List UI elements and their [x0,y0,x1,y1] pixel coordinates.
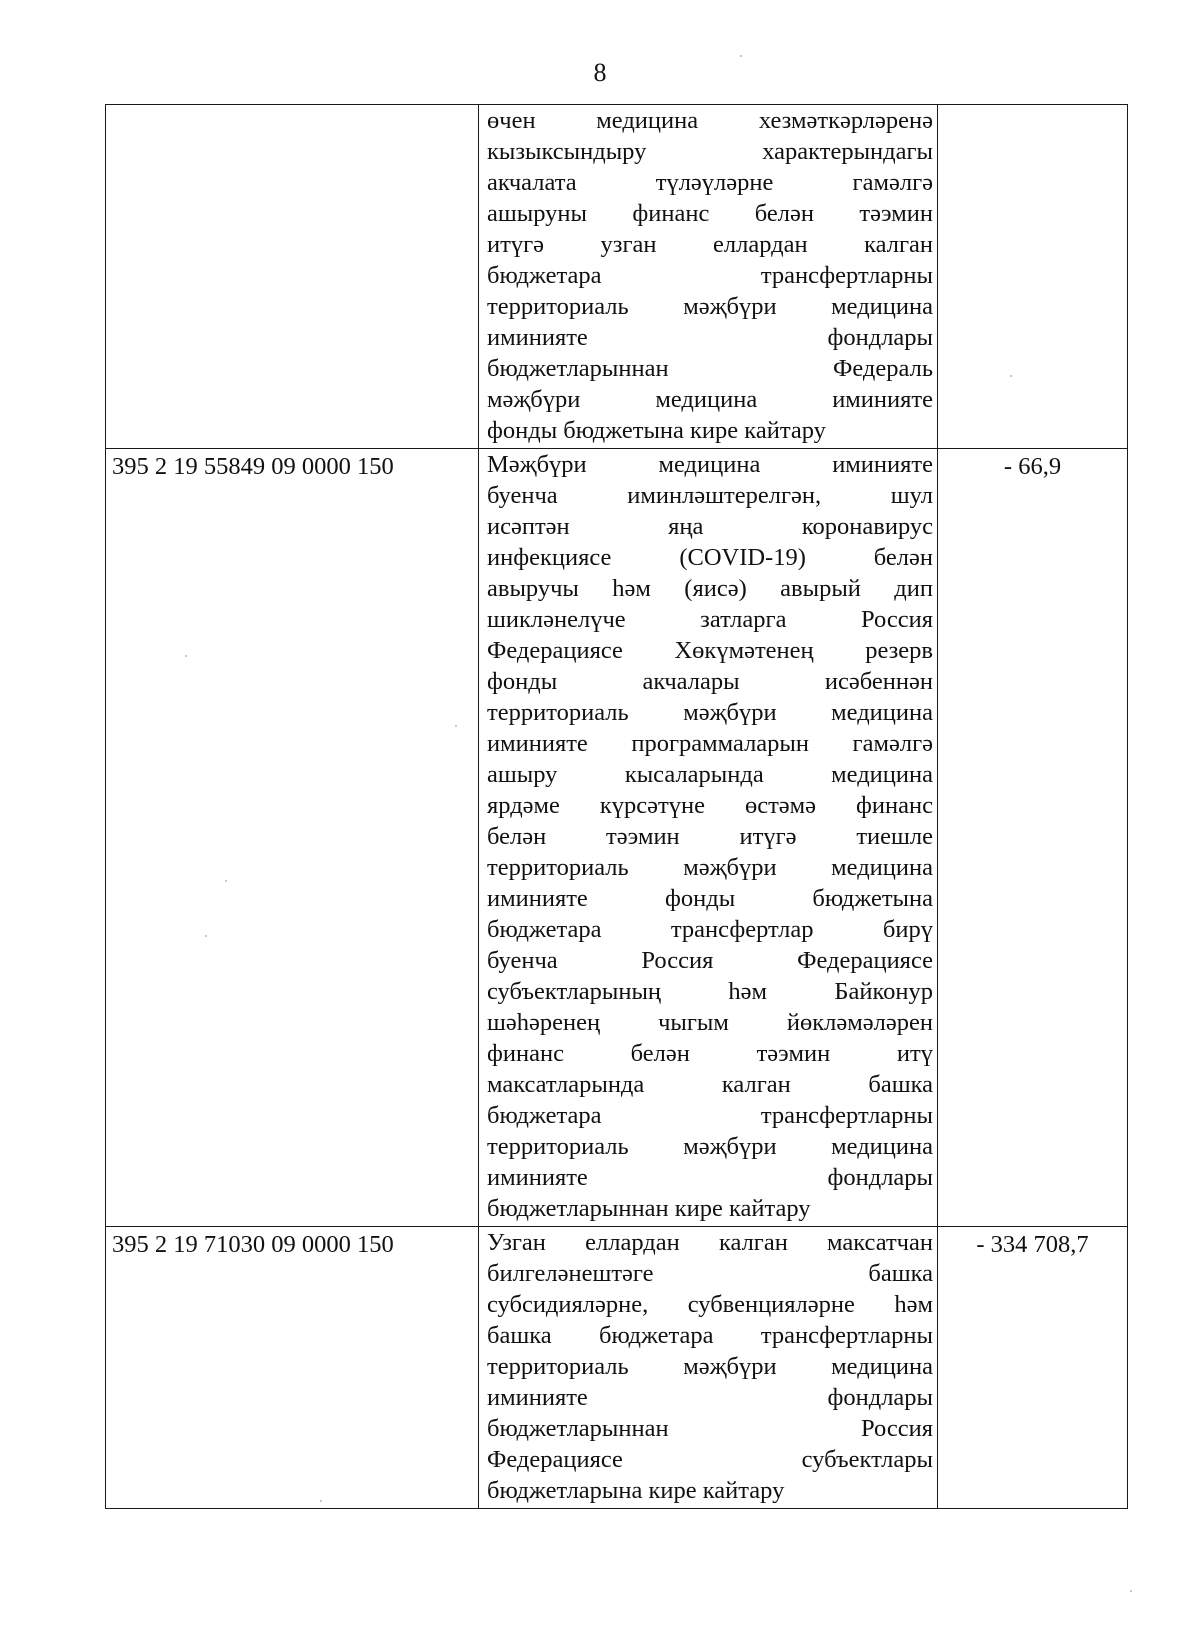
budget-code-cell: 395 2 19 55849 09 0000 150 [106,449,479,1227]
description-line: фонды бюджетына кире кайтару [487,417,826,444]
description-line: иминияте фонды бюджетына [487,885,933,912]
description-line: Мәҗбүри медицина иминияте [487,451,933,478]
description-line: буенча иминләштерелгән, шул [487,482,933,509]
budget-table [105,104,1128,1509]
table-row [106,105,1128,449]
description-line: мәҗбүри медицина иминияте [487,386,933,413]
scan-speck [320,1500,322,1502]
description-line: Федерациясе Хөкүмәтенең резерв [487,637,933,664]
amount-cell: - 66,9 [938,449,1128,1227]
description-line: территориаль мәҗбүри медицина [487,699,933,726]
amount-cell: - 334 708,7 [938,1227,1128,1509]
description-line: Узган еллардан калган максатчан [487,1229,933,1256]
description-line: иминияте программаларын гамәлгә [487,730,933,757]
scan-speck [1130,1590,1132,1592]
description-line: белән тәэмин итүгә тиешле [487,823,933,850]
description-line: фонды акчалары исәбеннән [487,668,933,695]
description-cell [479,105,938,449]
description-line: территориаль мәҗбүри медицина [487,1133,933,1160]
description-line: максатларында калган башка [487,1071,933,1098]
description-cell [479,1227,938,1509]
scan-speck [225,880,227,882]
description-line: ярдәме күрсәтүне өстәмә финанс [487,792,933,819]
description-line: территориаль мәҗбүри медицина [487,854,933,881]
budget-code-cell [106,105,479,449]
description-line: ашыру кысаларында медицина [487,761,933,788]
description-line: территориаль мәҗбүри медицина [487,293,933,320]
table-row [106,449,1128,1227]
table-row [106,1227,1128,1509]
description-line: иминияте фондлары [487,1384,933,1411]
description-line: финанс белән тәэмин итү [487,1040,933,1067]
scan-speck [1010,375,1012,377]
description-line: итүгә узган еллардан калган [487,231,933,258]
description-line: авыручы һәм (яисә) авырый дип [487,575,933,602]
description-line: бюджетара трансфертлар бирү [487,916,933,943]
description-line: бюджетларыннан Федераль [487,355,933,382]
description-line: бюджетларына кире кайтару [487,1477,785,1504]
description-line: бюджетларыннан кире кайтару [487,1195,811,1222]
description-line: бюджетара трансфертларны [487,262,933,289]
page-number: 8 [593,58,607,87]
description-line: шикләнелүче затларга Россия [487,606,933,633]
description-line: субсидияләрне, субвенцияләрне һәм [487,1291,933,1318]
description-line: инфекциясе (COVID-19) белән [487,544,933,571]
description-cell [479,449,938,1227]
description-line: бюджетара трансфертларны [487,1102,933,1129]
description-line: бюджетларыннан Россия [487,1415,933,1442]
description-line: буенча Россия Федерациясе [487,947,933,974]
description-line: субъектларының һәм Байконур [487,978,933,1005]
table-body [106,105,1128,1509]
budget-code-cell: 395 2 19 71030 09 0000 150 [106,1227,479,1509]
description-line: шәһәренең чыгым йөкләмәләрен [487,1009,933,1036]
description-line: өчен медицина хезмәткәрләренә [487,107,933,134]
description-line: акчалата түләүләрне гамәлгә [487,169,933,196]
description-line: иминияте фондлары [487,324,933,351]
description-line: ашыруны финанс белән тәэмин [487,200,933,227]
description-line: билгеләнештәге башка [487,1260,933,1287]
description-line: башка бюджетара трансфертларны [487,1322,933,1349]
description-line: кызыксындыру характерындагы [487,138,933,165]
description-line: Федерациясе субъектлары [487,1446,933,1473]
scan-speck [740,55,742,57]
scan-speck [455,725,457,727]
scan-speck [185,655,187,657]
description-line: исәптән яңа коронавирус [487,513,933,540]
amount-cell [938,105,1128,449]
description-line: территориаль мәҗбүри медицина [487,1353,933,1380]
description-line: иминияте фондлары [487,1164,933,1191]
scan-speck [205,935,207,937]
